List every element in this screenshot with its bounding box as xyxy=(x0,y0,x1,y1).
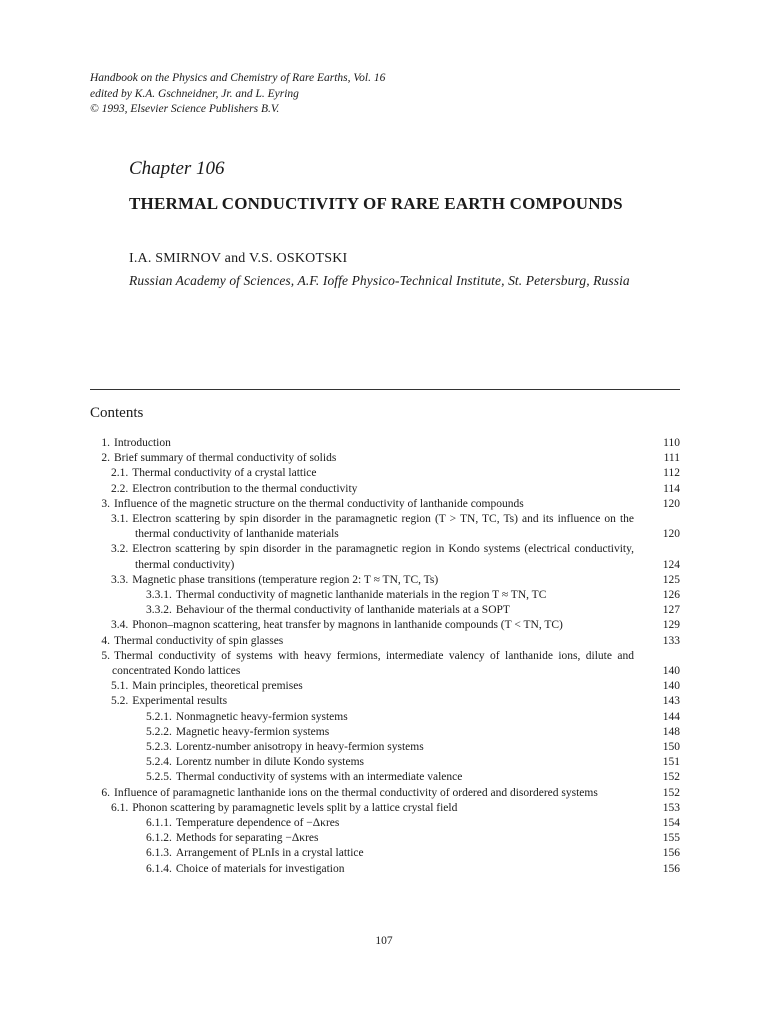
toc-title: Experimental results xyxy=(132,695,228,708)
toc-title: Influence of paramagnetic lanthanide ions on the thermal conductivity of ordered and disordered systems xyxy=(114,786,598,799)
contents-heading: Contents xyxy=(90,405,144,421)
toc-number: 6.1.1. xyxy=(146,817,172,830)
toc-title: Lorentz number in dilute Kondo systems xyxy=(175,756,364,769)
toc-number: 3.3. xyxy=(111,573,129,586)
toc-title: Electron scattering by spin disorder in the paramagnetic region in Kondo systems (electrical conductivity, thermal conductivity) xyxy=(132,543,634,571)
toc-number: 2.1. xyxy=(111,467,129,480)
toc-page: 114 xyxy=(663,482,680,495)
toc-page: 124 xyxy=(662,558,680,571)
toc-page: 148 xyxy=(662,725,680,738)
toc-page: 152 xyxy=(662,786,680,799)
toc-number: 5.2.2. xyxy=(146,725,172,738)
header-line-3: © 1993, Elsevier Science Publishers B.V. xyxy=(90,103,280,115)
toc-page: 120 xyxy=(662,528,680,541)
header-line-2: edited by K.A. Gschneidner, Jr. and L. Eyring xyxy=(90,87,299,100)
toc-page: 152 xyxy=(662,771,680,784)
toc-title: Thermal conductivity of magnetic lanthanide materials in the region T ≈ TN, TC xyxy=(175,589,547,602)
toc-title: Magnetic heavy-fermion systems xyxy=(175,725,330,738)
toc-entry xyxy=(80,603,680,618)
toc-title: Introduction xyxy=(114,437,171,449)
toc-title: Choice of materials for investigation xyxy=(175,862,345,875)
toc-title: Thermal conductivity of spin glasses xyxy=(114,634,284,647)
toc-entry xyxy=(80,436,680,451)
toc-entry xyxy=(80,862,680,877)
toc-page: 111 xyxy=(663,452,680,465)
toc-entry xyxy=(80,710,680,725)
chapter-title: THERMAL CONDUCTIVITY OF RARE EARTH COMPOUNDS xyxy=(129,194,623,213)
toc-page: 155 xyxy=(662,832,680,845)
toc-page: 144 xyxy=(662,710,680,723)
toc-entry xyxy=(80,466,680,481)
toc-entry xyxy=(80,512,680,542)
toc-page: 143 xyxy=(662,695,680,708)
toc-entry xyxy=(80,451,680,466)
toc-title: Electron scattering by spin disorder in the paramagnetic region (T > TN, TC, Ts) and its influence on the thermal conductivity of lanthanide materials xyxy=(132,513,634,541)
toc-page: 127 xyxy=(662,604,680,617)
toc-entry xyxy=(80,588,680,603)
toc-page: 151 xyxy=(662,756,680,769)
toc-entry xyxy=(80,497,680,512)
toc-number: 5.2.1. xyxy=(146,710,172,723)
divider-rule xyxy=(90,389,680,390)
page-number: 107 xyxy=(375,935,393,947)
toc-title: Arrangement of PLnIs in a crystal lattice xyxy=(175,847,364,860)
toc-title: Methods for separating −Δκres xyxy=(175,832,319,845)
toc-title: Electron contribution to the thermal conductivity xyxy=(132,482,358,495)
toc-entry xyxy=(80,542,680,572)
toc-entry xyxy=(80,786,680,801)
toc-title: Brief summary of thermal conductivity of solids xyxy=(114,452,337,465)
toc-title: Thermal conductivity of systems with an intermediate valence xyxy=(175,771,463,784)
toc-entry xyxy=(80,831,680,846)
toc-page: 140 xyxy=(662,680,680,693)
toc-entry xyxy=(80,846,680,861)
toc-page: 112 xyxy=(663,467,680,480)
toc-title: Behaviour of the thermal conductivity of lanthanide materials at a SOPT xyxy=(175,604,510,617)
toc-entry xyxy=(80,573,680,588)
toc-entry xyxy=(80,694,680,709)
toc-number: 5. xyxy=(101,649,110,662)
toc-page: 150 xyxy=(662,741,680,754)
toc-page: 154 xyxy=(662,817,680,830)
toc-entry xyxy=(80,816,680,831)
toc-number: 3.3.2. xyxy=(146,604,172,617)
toc-number: 4. xyxy=(101,634,110,647)
toc-title: Magnetic phase transitions (temperature region 2: T ≈ TN, TC, Ts) xyxy=(132,573,439,586)
toc-number: 2. xyxy=(101,452,110,465)
table-of-contents xyxy=(80,436,680,877)
toc-entry xyxy=(80,740,680,755)
toc-title: Temperature dependence of −Δκres xyxy=(175,817,340,830)
toc-number: 3.2. xyxy=(111,543,129,556)
toc-page: 126 xyxy=(662,589,680,602)
toc-page: 133 xyxy=(662,634,680,647)
toc-number: 6.1.3. xyxy=(146,847,172,860)
affiliation: Russian Academy of Sciences, A.F. Ioffe Physico-Technical Institute, St. Petersburg, Russia xyxy=(129,273,630,288)
toc-page: 156 xyxy=(662,847,680,860)
toc-number: 5.2.4. xyxy=(146,756,172,769)
toc-number: 6.1. xyxy=(111,801,129,814)
toc-title: Lorentz-number anisotropy in heavy-fermion systems xyxy=(175,741,424,754)
toc-number: 3. xyxy=(101,497,110,510)
publication-header xyxy=(90,71,385,118)
toc-title: Influence of the magnetic structure on the thermal conductivity of lanthanide compounds xyxy=(114,497,524,510)
toc-page: 140 xyxy=(662,665,680,678)
toc-page: 120 xyxy=(662,497,680,510)
toc-title: Main principles, theoretical premises xyxy=(132,680,303,693)
toc-number: 3.4. xyxy=(111,619,129,632)
toc-entry xyxy=(80,770,680,785)
toc-entry xyxy=(80,725,680,740)
toc-entry xyxy=(80,634,680,649)
toc-page: 110 xyxy=(663,437,680,449)
toc-number: 6.1.4. xyxy=(146,862,172,875)
toc-number: 5.2.5. xyxy=(146,771,172,784)
toc-entry xyxy=(80,755,680,770)
toc-number: 3.3.1. xyxy=(146,589,172,602)
toc-title: Thermal conductivity of systems with heavy fermions, intermediate valency of lanthanide ions, dilute and concentrated Kondo lattices xyxy=(112,649,634,678)
toc-entry xyxy=(80,482,680,497)
toc-number: 5.2. xyxy=(111,695,129,708)
toc-title: Phonon scattering by paramagnetic levels split by a lattice crystal field xyxy=(132,801,458,814)
toc-title: Phonon–magnon scattering, heat transfer by magnons in lanthanide compounds (T < TN, TC) xyxy=(132,619,563,632)
toc-number: 1. xyxy=(101,437,110,449)
toc-number: 5.1. xyxy=(111,680,129,693)
toc-entry xyxy=(80,618,680,633)
toc-entry xyxy=(80,801,680,816)
toc-page: 156 xyxy=(662,862,680,875)
toc-number: 6. xyxy=(101,786,110,799)
toc-title: Nonmagnetic heavy-fermion systems xyxy=(175,710,348,723)
toc-page: 153 xyxy=(662,801,680,814)
toc-entry xyxy=(80,679,680,694)
chapter-number: Chapter 106 xyxy=(129,158,225,179)
toc-page: 129 xyxy=(662,619,680,632)
toc-number: 3.1. xyxy=(111,513,129,526)
authors: I.A. SMIRNOV and V.S. OSKOTSKI xyxy=(129,251,348,266)
toc-number: 5.2.3. xyxy=(146,741,172,754)
header-line-1: Handbook on the Physics and Chemistry of Rare Earths, Vol. 16 xyxy=(90,72,386,84)
toc-entry xyxy=(80,649,680,679)
toc-number: 2.2. xyxy=(111,482,129,495)
toc-number: 6.1.2. xyxy=(146,832,172,845)
toc-title: Thermal conductivity of a crystal lattice xyxy=(132,467,317,480)
toc-page: 125 xyxy=(662,573,680,586)
